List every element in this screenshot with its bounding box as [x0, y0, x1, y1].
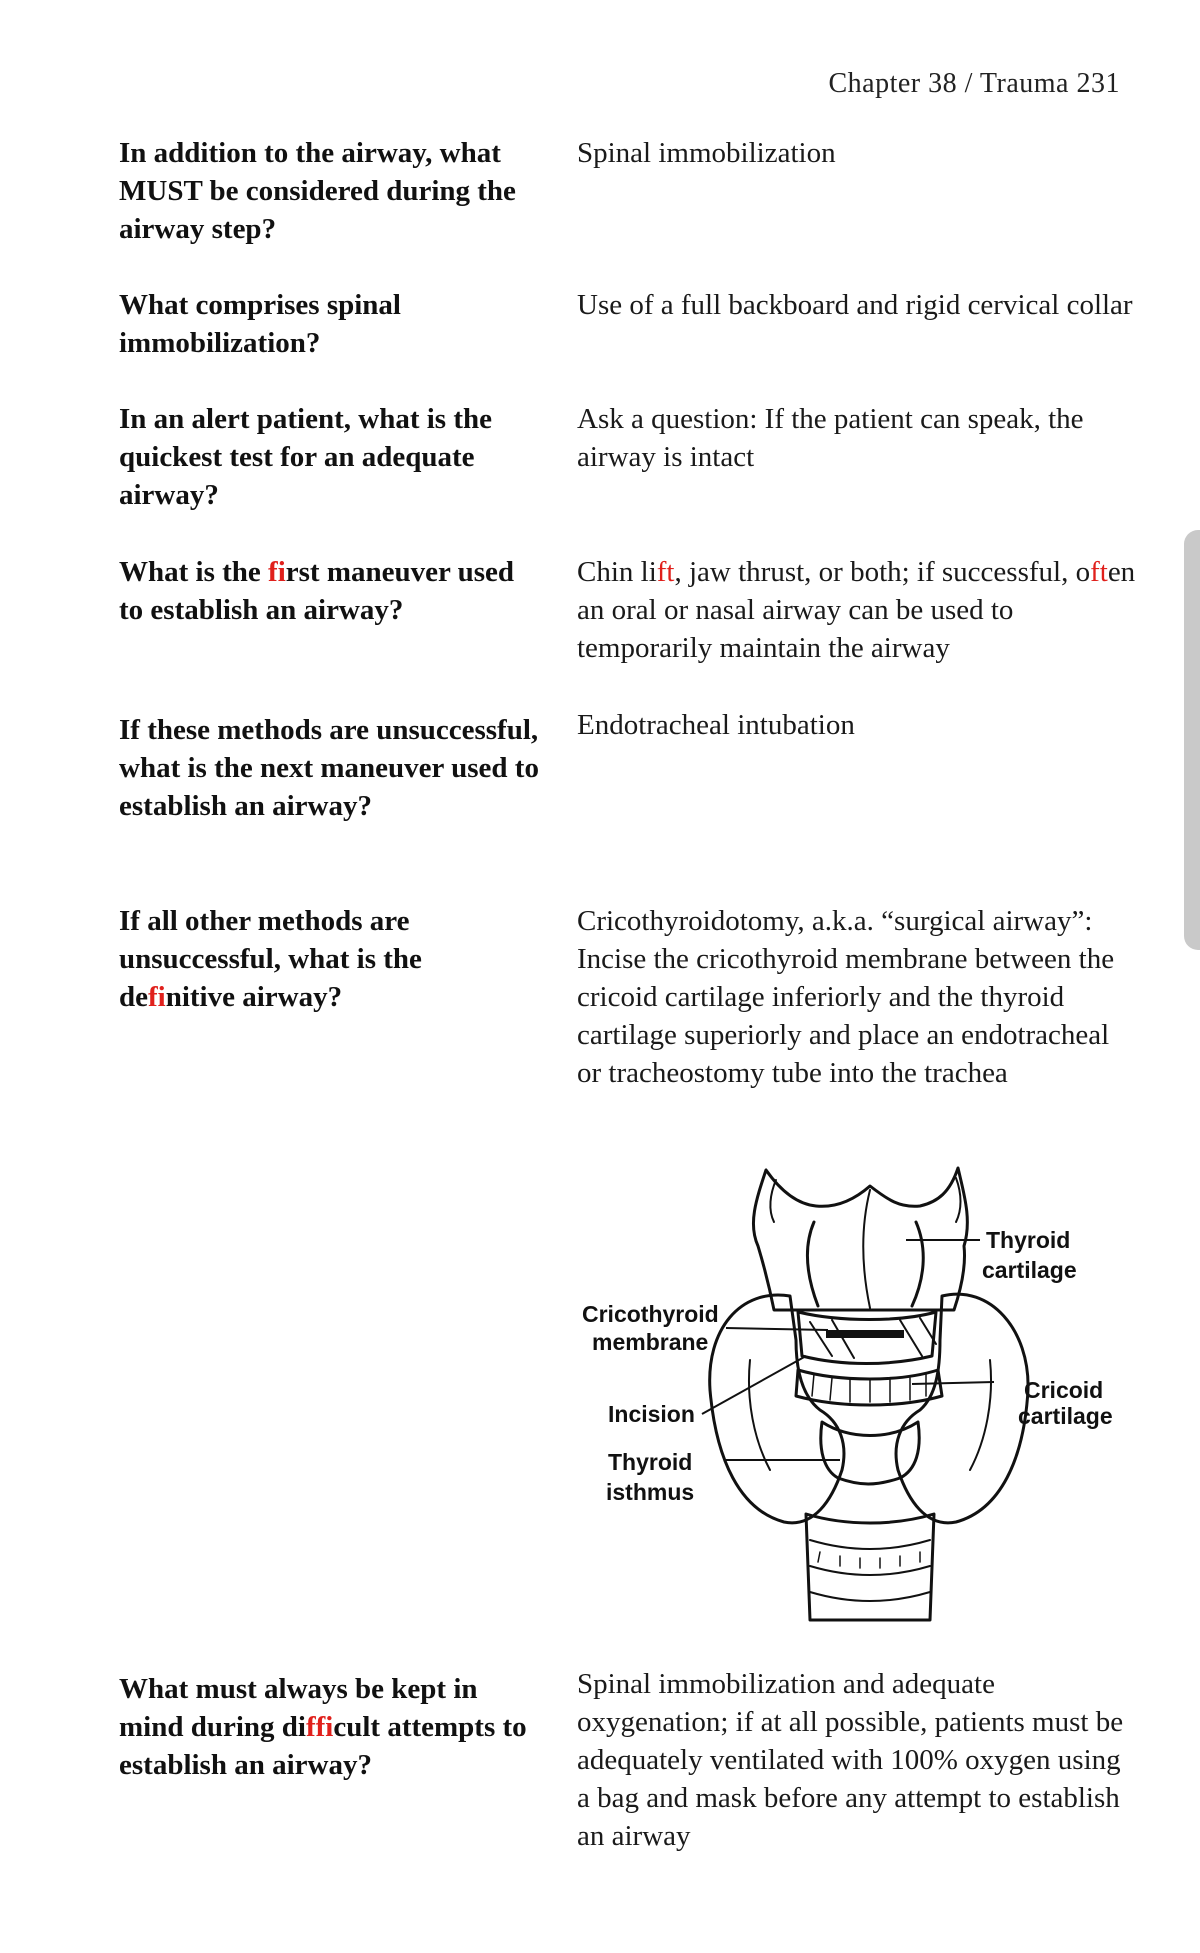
ligature-highlight: ft [656, 556, 675, 588]
answer-4 [577, 553, 1137, 667]
label-cricoid-cartilage-1: Cricoid [1024, 1377, 1104, 1403]
ligature-highlight: fi [148, 981, 166, 1013]
answer-4-text-c: en an oral or nasal airway can be used to temporarily maintain the airway [577, 556, 1136, 664]
question-4-text-b: rst maneuver used to establish an airway? [119, 556, 514, 626]
label-thyroid-cartilage-1: Thyroid [986, 1227, 1071, 1253]
question-5: If these methods are unsuccessful, what is the next maneuver used to establish an airway? [119, 714, 539, 822]
answer-5: Endotracheal intubation [577, 709, 855, 741]
question-6-text-a: If all other methods are unsuccessful, what is the de [119, 905, 422, 1013]
question-3: In an alert patient, what is the quickest test for an adequate airway? [119, 403, 492, 511]
thyroid-isthmus-shape [821, 1422, 919, 1484]
answer-2: Use of a full backboard and rigid cervical collar [577, 289, 1133, 321]
question-2: What comprises spinal immobilization? [119, 289, 401, 359]
question-1: In addition to the airway, what MUST be considered during the airway step? [119, 137, 516, 245]
question-6-text-b: nitive airway? [165, 981, 343, 1013]
answer-7: Spinal immobilization and adequate oxygenation; if at all possible, patients must be adequately ventilated with 100% oxygen using a bag and mask before any attempt to establish an airway [577, 1668, 1124, 1852]
larynx-illustration [570, 1160, 1130, 1630]
question-7 [119, 1670, 539, 1784]
ligature-highlight: ffi [305, 1711, 334, 1743]
question-4 [119, 553, 539, 629]
larynx-anatomy-figure [570, 1160, 1130, 1630]
answer-3: Ask a question: If the patient can speak, the airway is intact [577, 403, 1084, 473]
label-cricoid-cartilage-2: cartilage [1018, 1403, 1113, 1429]
ligature-highlight: fi [268, 556, 286, 588]
thyroid-gland-right-lobe [896, 1294, 1028, 1523]
answer-6: Cricothyroidotomy, a.k.a. “surgical airway”: Incise the cricothyroid membrane between the cricoid cartilage inferiorly and the thyroid cartilage superiorly and place an endotracheal or tracheostomy tube into the trachea [577, 905, 1115, 1089]
label-cricothyroid-membrane-2: membrane [592, 1329, 709, 1355]
answer-1: Spinal immobilization [577, 137, 836, 169]
ligature-highlight: ft [1090, 556, 1108, 588]
question-7-text-a: What must always be kept in mind during di [119, 1673, 478, 1743]
label-cricothyroid-membrane-1: Cricothyroid [582, 1301, 719, 1327]
incision-mark [826, 1330, 904, 1338]
answer-4-text-b: , jaw thrust, or both; if successful, o [674, 556, 1091, 588]
answer-4-text-a: Chin li [577, 556, 657, 588]
question-6 [119, 902, 539, 1016]
label-thyroid-isthmus-1: Thyroid [608, 1449, 693, 1475]
label-thyroid-isthmus-2: isthmus [606, 1479, 695, 1505]
chapter-thumb-tab [1184, 530, 1200, 950]
label-incision: Incision [608, 1401, 695, 1427]
trachea-shape [806, 1514, 934, 1620]
running-head: Chapter 38 / Trauma 231 [828, 68, 1120, 99]
question-7-text-b: cult attempts to establish an airway? [119, 1711, 527, 1781]
label-thyroid-cartilage-2: cartilage [982, 1257, 1077, 1283]
question-4-text-a: What is the [119, 556, 269, 588]
cricoid-cartilage-shape [796, 1370, 942, 1405]
